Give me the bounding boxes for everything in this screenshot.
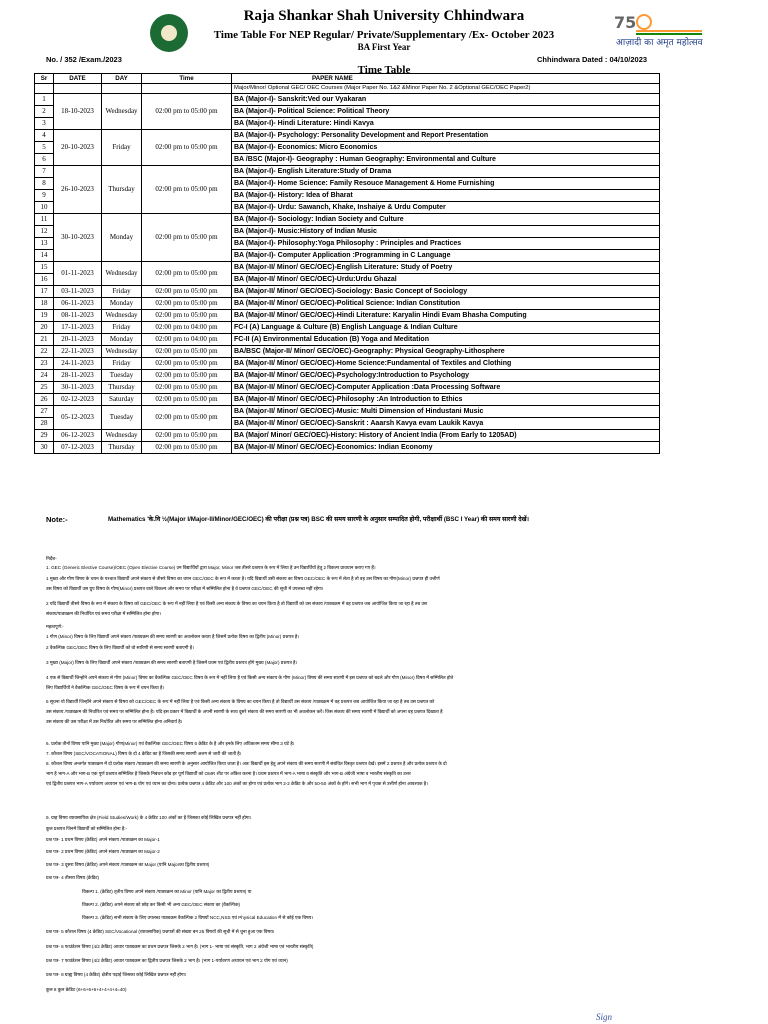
time-cell: 02:00 pm to 05:00 pm bbox=[142, 394, 232, 406]
instruction-line: 9. ग्राह विषय व्यावसायिक क्षेत्र (Field Studies/Work) के 4 क्रेडिट 100 अंकों का है जिसका कोई लिखित प्रश्नपत्र नहीं होगा। bbox=[46, 815, 252, 820]
instruction-line: प्रश्न पत्र- 5 कौशल विषय (4 क्रेडिट) SEC/Vocational (व्यावसायिक) प्रश्नपत्रों की संख्या बन 25 विषयों की सूची में से चुना हुआ एक विषय। bbox=[46, 929, 275, 934]
instruction-line: निर्देश- bbox=[46, 556, 57, 561]
day-cell: Friday bbox=[102, 358, 142, 370]
instruction-line: 2 यदि विद्यार्थी तीसरे विषय के रूप में संकाय के विषय को GEC/OEC के रूप में नहीं लिया है एवं किसी अन्य संकाय के विषय का चयन किया है तो विद्यार्थी को उस संकाय /पाठ्यक्रम में वह प्रश्नपत्र जब आयोजित किया जा रहा है तब उस bbox=[46, 601, 427, 606]
time-cell: 02:00 pm to 05:00 pm bbox=[142, 406, 232, 430]
sr-cell: 8 bbox=[35, 178, 54, 190]
sr-cell: 3 bbox=[35, 118, 54, 130]
sr-cell: 24 bbox=[35, 370, 54, 382]
svg-text:75: 75 bbox=[614, 13, 637, 32]
year-label: BA First Year bbox=[357, 42, 411, 52]
day-cell: Thursday bbox=[102, 442, 142, 454]
day-cell: Wednesday bbox=[102, 310, 142, 322]
time-cell: 02:00 pm to 05:00 pm bbox=[142, 430, 232, 442]
day-cell: Monday bbox=[102, 298, 142, 310]
paper-cell: BA (Major-I)- Psychology: Personality Development and Report Presentation bbox=[232, 130, 660, 142]
sr-cell: 21 bbox=[35, 334, 54, 346]
paper-cell: BA /BSC (Major-I)- Geography : Human Geography: Environmental and Culture bbox=[232, 154, 660, 166]
table-row bbox=[35, 322, 660, 334]
date-cell: 26-10-2023 bbox=[54, 166, 102, 214]
instruction-line: प्रश्न पत्र- 7 फाउंडेशन विषय (4/2 क्रेडिट) आधार पाठ्यक्रम का द्वितीय प्रश्नपत्र जिसके 2 भाग है। (भाग 1-पर्यावरण अध्ययन एवं भाग 2 योग एवं ध्यान) bbox=[46, 958, 288, 963]
instruction-line: प्रश्न पत्र- 6 फाउंडेशन विषय (4/2 क्रेडिट) आधार पाठ्यक्रम का प्रथम प्रश्नपत्र जिसके 2 भाग है। (भाग 1- भाषा एवं संस्कृति, भाग 2 अंग्रेजी भाषा एवं भारतीय संस्कृति) bbox=[46, 944, 314, 949]
sr-cell: 1 bbox=[35, 94, 54, 106]
time-cell: 02:00 pm to 05:00 pm bbox=[142, 358, 232, 370]
day-cell: Monday bbox=[102, 334, 142, 346]
instruction-line: 2 वैकल्पिक GEC/OEC विषय के लिए विद्यार्थी को वो सारिणी से समय सारणी बताएगी है। bbox=[46, 645, 194, 650]
date-cell: 08-11-2023 bbox=[54, 310, 102, 322]
instruction-line: 7. कौशल विषय (SEC/VOCATIONAL) विषय के दो 4 क्रेडिट का है जिसकी समय सारणी अलग से जारी की जाती है। bbox=[46, 751, 242, 756]
paper-cell: BA (Major-II/ Minor/ GEC/OEC)-Music: Multi Dimension of Hindustani Music bbox=[232, 406, 660, 418]
instruction-line: उस विषय को विद्यार्थी उस ग्रुप विषय के गौण(Minor) प्रश्नपत्र वाले विकल्प और समय पर परीक्षा में सम्मिलित होना है वे प्रश्नपत्र GEC/OEC की सूची में उपलब्ध नहीं रहेगा। bbox=[46, 586, 324, 591]
time-cell: 02:00 pm to 05:00 pm bbox=[142, 286, 232, 298]
paper-cell: BA (Major-I)- Political Science: Political Theory bbox=[232, 106, 660, 118]
date-cell: 28-11-2023 bbox=[54, 370, 102, 382]
sr-cell: 25 bbox=[35, 382, 54, 394]
table-row bbox=[35, 298, 660, 310]
table-row bbox=[35, 358, 660, 370]
day-cell: Wednesday bbox=[102, 346, 142, 358]
table-row bbox=[35, 94, 660, 106]
date-cell: 18-10-2023 bbox=[54, 94, 102, 130]
paper-cell: BA (Major-II/ Minor/ GEC/OEC)-Home Science:Fundamental of Textiles and Clothing bbox=[232, 358, 660, 370]
paper-cell: BA (Major-II/ Minor/ GEC/OEC)-Sanskrit : Aaarsh Kavya evam Laukik Kavya bbox=[232, 418, 660, 430]
instruction-line: 3 मुख्य (Major) विषय के लिए विद्यार्थी अपने संकाय /पाठ्यक्रम की समय सारणी बताएगी है जिसमें प्रथम एवं द्वितीय प्रश्नपत्र होंगे मुख्य (Major) प्रश्नपत्र है। bbox=[46, 660, 298, 665]
instruction-line: प्रश्न पत्र- 1 प्रथम विषय (क्रेडिट) अपने संकाय /पाठ्यक्रम का Major-1 bbox=[46, 837, 160, 842]
paper-cell: BA (Major-II/ Minor/ GEC/OEC)-Philosophy :An Introduction to Ethics bbox=[232, 394, 660, 406]
table-row bbox=[35, 370, 660, 382]
date-cell: 03-11-2023 bbox=[54, 286, 102, 298]
instruction-line: प्रश्न पत्र- 2 प्रथम विषय (क्रेडिट) अपने संकाय /पाठ्यक्रम का Major-2 bbox=[46, 849, 160, 854]
instruction-line: महत्वपूर्ण:- bbox=[46, 624, 64, 629]
signature: Sign bbox=[596, 1012, 613, 1022]
university-name: Raja Shankar Shah University Chhindwara bbox=[243, 8, 525, 24]
paper-cell: BA (Major-II/ Minor/ GEC/OEC)-Psychology:Introduction to Psychology bbox=[232, 370, 660, 382]
time-cell: 02:00 pm to 05:00 pm bbox=[142, 382, 232, 394]
table-row bbox=[35, 430, 660, 442]
sr-cell: 28 bbox=[35, 418, 54, 430]
time-cell: 02:00 pm to 05:00 pm bbox=[142, 94, 232, 130]
header-paper-name: PAPER NAME bbox=[232, 74, 660, 84]
table-row bbox=[35, 382, 660, 394]
sr-cell: 10 bbox=[35, 202, 54, 214]
header-day: DAY bbox=[102, 74, 142, 84]
paper-cell: BA (Major-I)- History: Idea of Bharat bbox=[232, 190, 660, 202]
table-row bbox=[35, 334, 660, 346]
header-sr: Sr bbox=[35, 74, 54, 84]
instruction-line: प्रश्न पत्र- 3 दूसरा विषय (क्रेडिट) अपने संकाय /पाठ्यक्रम का Major (यानि Majorका द्वितीय प्रश्नपत्र) bbox=[46, 862, 210, 867]
paper-cell: BA (Major-I)- Hindi Literature: Hindi Kavya bbox=[232, 118, 660, 130]
date-cell: 20-10-2023 bbox=[54, 130, 102, 166]
paper-cell: BA/BSC (Major-II/ Minor/ GEC/OEC)-Geography: Physical Geography-Lithosphere bbox=[232, 346, 660, 358]
paper-cell: FC-I (A) Language & Culture (B) English Language & Indian Culture bbox=[232, 322, 660, 334]
date-cell: 22-11-2023 bbox=[54, 346, 102, 358]
sr-cell: 6 bbox=[35, 154, 54, 166]
sr-cell: 16 bbox=[35, 274, 54, 286]
date-cell: 20-11-2023 bbox=[54, 334, 102, 346]
instruction-line: भाग है भाग-A और भाग-B एक पूर्ण प्रश्नपत्र सम्मिलित है जिसके निबंधन कोड हर पूर्ण विद्यार्थी को OMR शीट पर अंकित करना है। प्रथम प्रश्नपत्र में भाग-A भाषा व संस्कृति और भाग-B अंग्रेजी भाषा व भारतीय संस्कृति का उत्तर bbox=[46, 771, 411, 776]
day-cell: Saturday bbox=[102, 394, 142, 406]
sr-cell: 9 bbox=[35, 190, 54, 202]
date-cell: 05-12-2023 bbox=[54, 406, 102, 430]
timetable bbox=[34, 73, 660, 454]
sr-cell: 13 bbox=[35, 238, 54, 250]
sr-cell: 29 bbox=[35, 430, 54, 442]
sr-cell: 27 bbox=[35, 406, 54, 418]
instruction-line: 1 मुख्य और गौण विषय के चयन के पश्चात विद्यार्थी अपने संकाय से तीसरे विषय का चयन GEC/OEC के रूप में करता है। यदि विद्यार्थी उसी संकाय का विषय GEC/OEC के रूप में लेता है तो वह उस विषय का गौण(Minor) प्रश्नपत्र ही उत्तीर्ण bbox=[46, 576, 440, 581]
date-cell: 06-12-2023 bbox=[54, 430, 102, 442]
paper-cell: BA (Major-II/ Minor/ GEC/OEC)-Economics: Indian Economy bbox=[232, 442, 660, 454]
day-cell: Friday bbox=[102, 322, 142, 334]
date-cell: 07-12-2023 bbox=[54, 442, 102, 454]
date-cell: 06-11-2023 bbox=[54, 298, 102, 310]
sr-cell: 26 bbox=[35, 394, 54, 406]
table-row bbox=[35, 346, 660, 358]
instruction-line: लिए विद्यार्थियों ने वैकल्पिक GEC/OEC विषय के रूप में चयन किया है। bbox=[46, 685, 165, 690]
time-cell: 02:00 pm to 05:00 pm bbox=[142, 310, 232, 322]
instruction-line: 6. प्रत्येक तीनों विषय यानि मुख्य (Major) गौण(Minor) एवं वैकल्पिक GEC/OEC विषय 6 क्रेडिट के है और इनके लिए अधिकतम समय सीमा 3 घंटे है। bbox=[46, 741, 295, 746]
instruction-line: प्रश्न पत्र- 8 ग्राह्य विषय (4 क्रेडिट) क्षेत्रीय पढ़ाई जिसका कोई लिखित प्रश्नपत्र नहीं होगा। bbox=[46, 972, 187, 977]
day-cell: Monday bbox=[102, 214, 142, 262]
instruction-line: विकल्प 3. (क्रेडिट) सभी संकाय के लिए उपलब्ध पाठ्यक्रम वैकल्पिक 2 विषयों NCC,NSS एवं Physical Education में से कोई एक विषय। bbox=[82, 915, 314, 920]
instruction-line: कुल प्रश्नपत्र जिनमें विद्यार्थी को सम्मिलित होना है:- bbox=[46, 826, 128, 831]
date-cell: 02-12-2023 bbox=[54, 394, 102, 406]
instruction-line: 1. GEC (Generic Elective Course)/OEC (Open Elective Course) उन विद्यार्थियों द्वारा Major, Minor जब तीसरे प्रश्नपत्र के रूप में लिया है उन विद्यार्थियों हेतु 2 विकल्प प्रावधान कराए गए हैं। bbox=[46, 565, 376, 570]
time-cell: 02:00 pm to 05:00 pm bbox=[142, 214, 232, 262]
instruction-line: उस संकाय /पाठ्यक्रम की निर्धारित एवं समय पर सम्मिलित होना है। यदि इस प्रकार में विद्यार्थी के अपनी सारणी के साथ दूसरे संकाय की समय सारणी का भी अवलोकन करें। जिस संकाय की समय सारणी में विद्यार्थी को अपना वह प्रश्नपत्र दिखाता है bbox=[46, 709, 443, 714]
instruction-line: उस संकाय की उस परीक्षा में उस निर्धारित और समय पर सम्मिलित होना अनिवार्य है। bbox=[46, 719, 183, 724]
paper-cell: BA (Major-I)- Home Science: Family Resouce Management & Home Furnishing bbox=[232, 178, 660, 190]
sr-cell: 19 bbox=[35, 310, 54, 322]
azadi-amrit-mahotsav-logo bbox=[612, 12, 704, 50]
sr-cell: 4 bbox=[35, 130, 54, 142]
sr-cell: 12 bbox=[35, 226, 54, 238]
day-cell: Wednesday bbox=[102, 430, 142, 442]
day-cell: Tuesday bbox=[102, 406, 142, 430]
day-cell: Friday bbox=[102, 286, 142, 298]
date-cell: 17-11-2023 bbox=[54, 322, 102, 334]
instruction-line: प्रश्न पत्र- 4 तीसरा विषय (क्रेडिट) bbox=[46, 875, 100, 880]
timetable-subtitle: Time Table For NEP Regular/ Private/Supplementary /Ex- October 2023 bbox=[213, 29, 555, 41]
paper-cell: BA (Major-II/ Minor/ GEC/OEC)-Hindi Literature: Karyalin Hindi Evam Bhasha Computing bbox=[232, 310, 660, 322]
paper-cell: BA (Major-I)- Sociology: Indian Society and Culture bbox=[232, 214, 660, 226]
paper-cell: FC-II (A) Environmental Education (B) Yoga and Meditation bbox=[232, 334, 660, 346]
instruction-line: 5 सूचना यो विद्यार्थी जिन्होंने अपने संकाय से विषय को GEC/OEC के रूप में नहीं लिया है एवं किसी अन्य संकाय के विषय का चयन किया है तो विद्यार्थी उस संकाय /पाठ्यक्रम में वह प्रश्नपत्र जब आयोजित किया जा रहा है तब उस प्रश्नपत्र को bbox=[46, 699, 435, 704]
table-row bbox=[35, 394, 660, 406]
sr-cell: 5 bbox=[35, 142, 54, 154]
paper-cell: BA (Major-II/ Minor/ GEC/OEC)-English Literature: Study of Poetry bbox=[232, 262, 660, 274]
sr-cell: 22 bbox=[35, 346, 54, 358]
reference-number: No. / 352 /Exam./2023 bbox=[46, 55, 122, 64]
paper-cell: BA (Major-II/ Minor/ GEC/OEC)-Sociology: Basic Concept of Sociology bbox=[232, 286, 660, 298]
table-row bbox=[35, 130, 660, 142]
sr-cell: 23 bbox=[35, 358, 54, 370]
table-header-row bbox=[35, 74, 660, 84]
paper-cell: BA (Major-II/ Minor/ GEC/OEC)-Political Science: Indian Constitution bbox=[232, 298, 660, 310]
date-cell: 01-11-2023 bbox=[54, 262, 102, 286]
note-label: Note:- bbox=[46, 515, 68, 524]
instruction-line: विकल्प 1. (क्रेडिट) तृतीय विषय अपने संकाय /पाठ्यक्रम का Minor (यानि Major का द्वितीय प्रश्नपत्र) या bbox=[82, 889, 252, 894]
header-date: DATE bbox=[54, 74, 102, 84]
day-cell: Wednesday bbox=[102, 94, 142, 130]
dated-line: Chhindwara Dated : 04/10/2023 bbox=[537, 55, 648, 64]
instruction-line: 8. कौशल विषय अन्तर्गत पाठ्यक्रम में दो प्रत्येक संकाय /पाठ्यक्रम की समय सारणी के अनुसार आयोजित किया जाता है। अतः विद्यार्थी इस हेतु अपने संकाय की समय सारणी में संबंधित विस्तृत प्रश्नपत्र देखें। इसमें 2 प्रश्नपत्र है और प्रत्येक प्रश्नपत्र के दो bbox=[46, 761, 447, 766]
paper-cell: BA (Major-I)- Sanskrit:Ved our Vyakaran bbox=[232, 94, 660, 106]
table-row bbox=[35, 286, 660, 298]
day-cell: Thursday bbox=[102, 166, 142, 214]
instruction-line: एवं द्वितीय प्रश्नपत्र भाग-A पर्यावरण अध्ययन एवं भाग-B योग एवं ध्यान का दोना। प्रत्येक प्रश्नपत्र 4 क्रेडिट और 100 अंकों का होगा एवं प्रत्येक भाग 2-2 क्रेडिट के और 50-50 अंकों के होंगे। सभी भाग में पृथक से उत्तीर्ण होना आवश्यक है। bbox=[46, 781, 428, 786]
table-row bbox=[35, 262, 660, 274]
paper-cell: BA (Major-II/ Minor/ GEC/OEC)-Urdu:Urdu Ghazal bbox=[232, 274, 660, 286]
table-row bbox=[35, 214, 660, 226]
time-cell: 02:00 pm to 05:00 pm bbox=[142, 298, 232, 310]
sr-cell: 14 bbox=[35, 250, 54, 262]
section-title: Time Table bbox=[357, 64, 411, 76]
day-cell: Wednesday bbox=[102, 262, 142, 286]
date-cell: 30-11-2023 bbox=[54, 382, 102, 394]
sr-cell: 18 bbox=[35, 298, 54, 310]
sr-cell: 30 bbox=[35, 442, 54, 454]
date-cell: 24-11-2023 bbox=[54, 358, 102, 370]
azadi-logo-text: आज़ादी का अमृत महोत्सव bbox=[616, 38, 703, 48]
instruction-line: कुल 8 कुल क्रेडिट (6+6+6+6+4+4+4+4=40) bbox=[46, 987, 127, 992]
time-cell: 02:00 pm to 05:00 pm bbox=[142, 130, 232, 166]
time-cell: 02:00 pm to 05:00 pm bbox=[142, 346, 232, 358]
course-category-label: Major/Minor/ Optional GEC/ OEC Courses (Major Paper No. 1&2 &Minor Paper No. 2 &Optional GEC/OEC Paper2) bbox=[232, 84, 660, 94]
time-cell: 02:00 pm to 04:00 pm bbox=[142, 334, 232, 346]
paper-cell: BA (Major-I)- Computer Application :Programming in C Language bbox=[232, 250, 660, 262]
paper-cell: BA (Major-I)- Music:History of Indian Music bbox=[232, 226, 660, 238]
paper-cell: BA (Major-I)- Urdu: Sawanch, Khake, Inshaiye & Urdu Computer bbox=[232, 202, 660, 214]
paper-cell: BA (Major-II/ Minor/ GEC/OEC)-Computer Application :Data Processing Software bbox=[232, 382, 660, 394]
table-row bbox=[35, 166, 660, 178]
header-time: Time bbox=[142, 74, 232, 84]
paper-cell: BA (Major-I)- English Literature:Study of Drama bbox=[232, 166, 660, 178]
sr-cell: 2 bbox=[35, 106, 54, 118]
paper-cell: BA (Major-I)- Economics: Micro Economics bbox=[232, 142, 660, 154]
mathematics-note: Mathematics 'के.वि ½(Major I/Major-II/Minor/GEC/OEC) की परीक्षा (प्रश्न पत्र) BSC की समय सारणी के अनुसार सम्पादित होगी, परीक्षार्थी (BSC I Year) की समय सारणी देखें। bbox=[108, 516, 529, 523]
table-row bbox=[35, 442, 660, 454]
time-cell: 02:00 pm to 04:00 pm bbox=[142, 322, 232, 334]
day-cell: Thursday bbox=[102, 382, 142, 394]
paper-cell: BA (Major/ Minor/ GEC/OEC)-History: History of Ancient India (From Early to 1205AD) bbox=[232, 430, 660, 442]
sr-cell: 7 bbox=[35, 166, 54, 178]
table-row bbox=[35, 310, 660, 322]
table-subheader-row bbox=[35, 84, 660, 94]
day-cell: Tuesday bbox=[102, 370, 142, 382]
sr-cell: 11 bbox=[35, 214, 54, 226]
time-cell: 02:00 pm to 05:00 pm bbox=[142, 442, 232, 454]
instruction-line: 4 एक से विद्यार्थी जिन्होंने अपने संकाय से गौण (Minor) विषय का वैकल्पिक GEC/OEC विषय के रूप में नहीं लिया है एवं किसी अन्य संकाय के गौण (Minor) विषय की समय सारणी में इस प्रश्नपत्र को बदले और गौण (Minor) विषय में सम्मिलित होते bbox=[46, 675, 454, 680]
instruction-line: 1 गौण (Minor) विषय के लिए विद्यार्थी अपने संकाय /पाठ्यक्रम की समय सारणी का अवलोकन करता है जिसमें प्रत्येक विषय का द्वितीय (Minor) प्रश्नपत्र है। bbox=[46, 634, 300, 639]
time-cell: 02:00 pm to 05:00 pm bbox=[142, 370, 232, 382]
day-cell: Friday bbox=[102, 130, 142, 166]
table-row bbox=[35, 406, 660, 418]
instruction-line: संकाय/पाठ्यक्रम की निर्धारित एवं समय परीक्षा में सम्मिलित होना होगा। bbox=[46, 611, 162, 616]
sr-cell: 17 bbox=[35, 286, 54, 298]
time-cell: 02:00 pm to 05:00 pm bbox=[142, 262, 232, 286]
instruction-line: विकल्प 2. (क्रेडिट) अपने संकाय को छोड़ कर किसी भी अन्य GEC/OEC संकाय का (वैकल्पिक) bbox=[82, 902, 241, 907]
time-cell: 02:00 pm to 05:00 pm bbox=[142, 166, 232, 214]
paper-cell: BA (Major-I)- Philosophy:Yoga Philosophy : Principles and Practices bbox=[232, 238, 660, 250]
sr-cell: 15 bbox=[35, 262, 54, 274]
sr-cell: 20 bbox=[35, 322, 54, 334]
date-cell: 30-10-2023 bbox=[54, 214, 102, 262]
